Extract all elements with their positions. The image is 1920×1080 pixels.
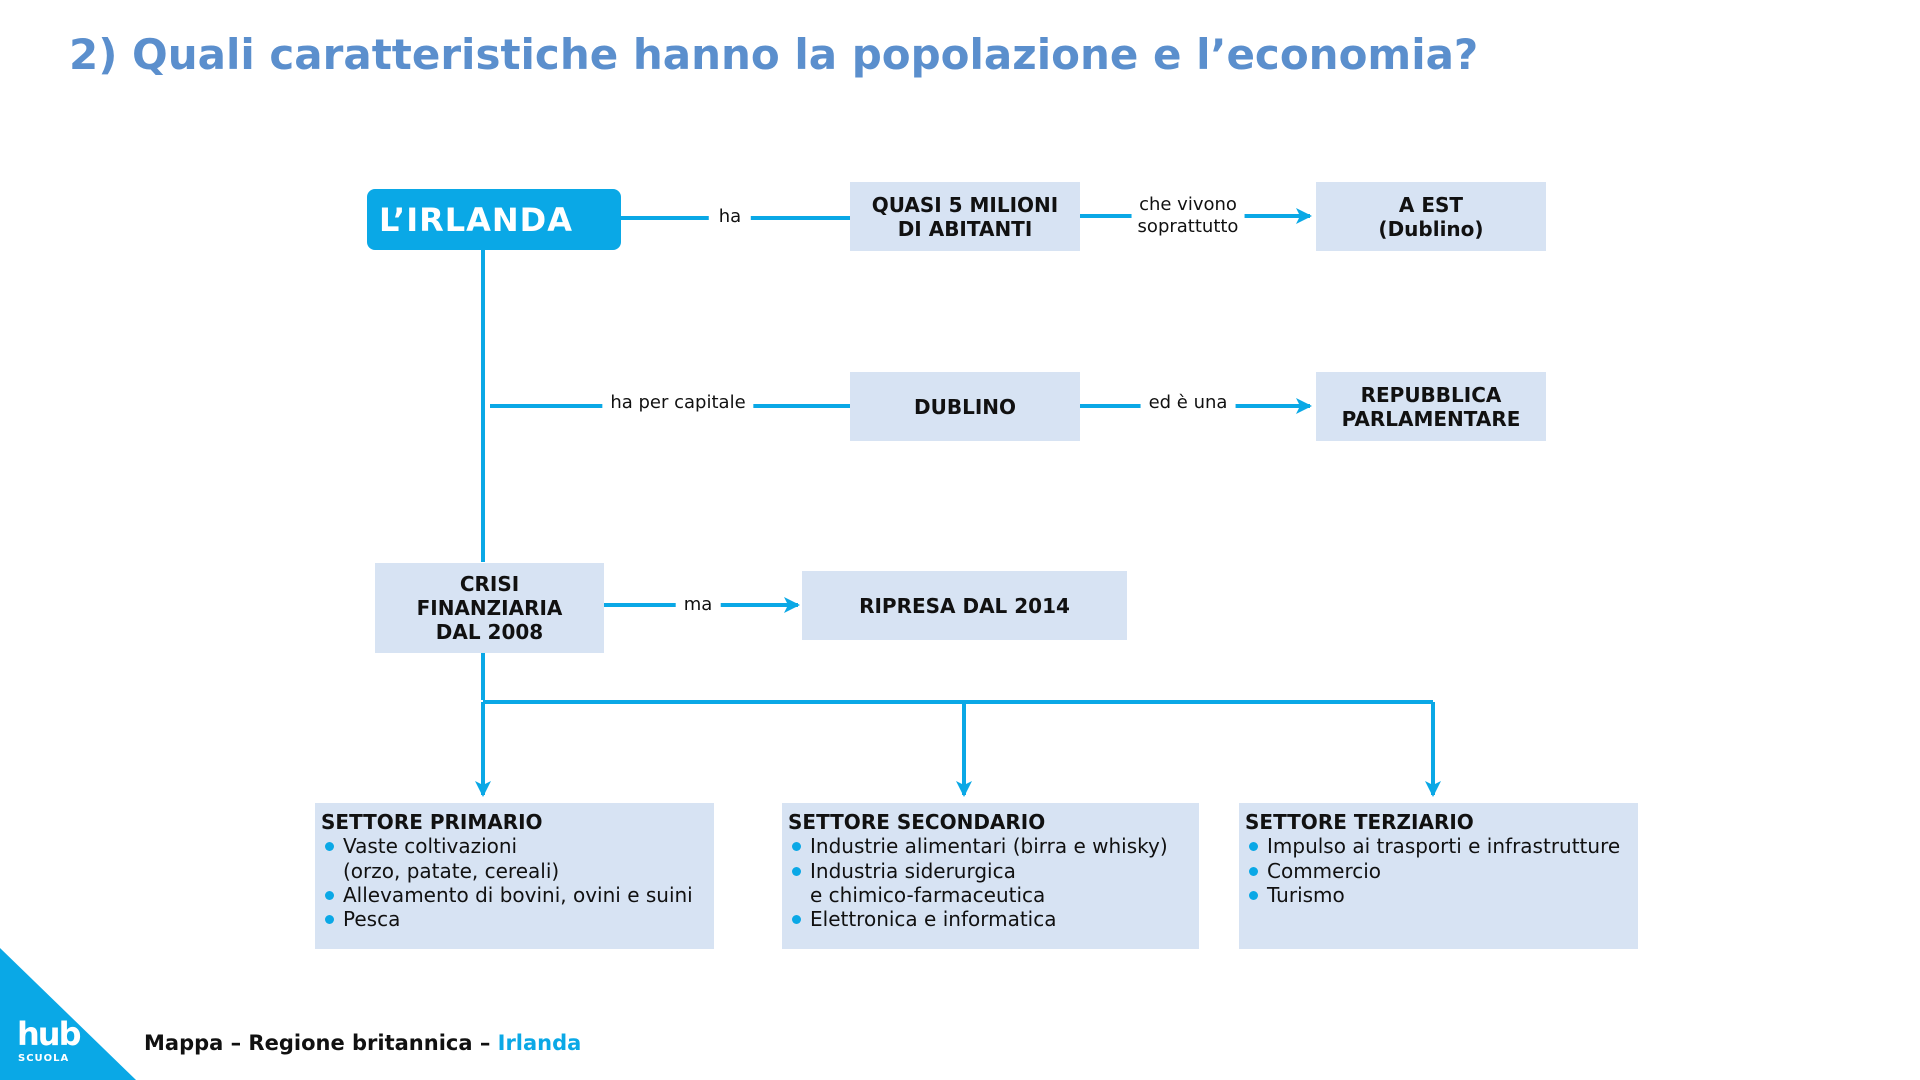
sector-heading: SETTORE TERZIARIO — [1245, 810, 1474, 834]
box-est-text: A EST (Dublino) — [1378, 192, 1484, 241]
list-item: Commercio — [1245, 859, 1632, 883]
list-item: Turismo — [1245, 883, 1632, 907]
sector-primario — [315, 803, 714, 949]
box-abitanti — [850, 182, 1080, 251]
label-ha: ha — [709, 206, 751, 228]
box-dublino-text: DUBLINO — [913, 394, 1016, 419]
label-che-vivono: che vivono soprattutto — [1132, 194, 1245, 238]
footer-highlight: Irlanda — [497, 1031, 582, 1055]
box-repubblica-text: REPUBBLICA PARLAMENTARE — [1341, 382, 1521, 431]
sector-secondario — [782, 803, 1199, 949]
sector-heading: SETTORE PRIMARIO — [321, 810, 543, 834]
sector-terziario — [1239, 803, 1638, 949]
sector-heading: SETTORE SECONDARIO — [788, 810, 1046, 834]
box-est — [1316, 182, 1546, 251]
list-item: Elettronica e informatica — [788, 907, 1193, 931]
box-ripresa — [802, 571, 1127, 640]
list-item: Industrie alimentari (birra e whisky) — [788, 834, 1193, 858]
list-item: Industria siderurgica e chimico-farmaceutica — [788, 859, 1193, 908]
list-item: Impulso ai trasporti e infrastrutture — [1245, 834, 1632, 858]
box-repubblica — [1316, 372, 1546, 441]
box-abitanti-text: QUASI 5 MILIONI DI ABITANTI — [871, 192, 1059, 241]
box-crisi — [375, 563, 604, 653]
box-crisi-text: CRISI FINANZIARIA DAL 2008 — [416, 572, 563, 644]
hub-logo-subtitle: SCUOLA — [18, 1053, 70, 1064]
label-ha-per-capitale: ha per capitale — [602, 392, 753, 414]
root-node-irlanda: L’IRLANDA — [367, 189, 621, 250]
label-ed-e-una: ed è una — [1141, 392, 1236, 414]
list-item: Vaste coltivazioni (orzo, patate, cereali) — [321, 834, 708, 883]
list-item: Pesca — [321, 907, 708, 931]
label-ma: ma — [676, 594, 721, 616]
list-item: Allevamento di bovini, ovini e suini — [321, 883, 708, 907]
page-title: 2) Quali caratteristiche hanno la popolazione e l’economia? — [69, 30, 1479, 79]
box-ripresa-text: RIPRESA DAL 2014 — [859, 593, 1070, 618]
footer-prefix: Mappa – Regione britannica – — [144, 1031, 498, 1055]
box-dublino — [850, 372, 1080, 441]
hub-logo[interactable]: hub — [17, 1015, 80, 1053]
footer-breadcrumb — [144, 1031, 581, 1055]
